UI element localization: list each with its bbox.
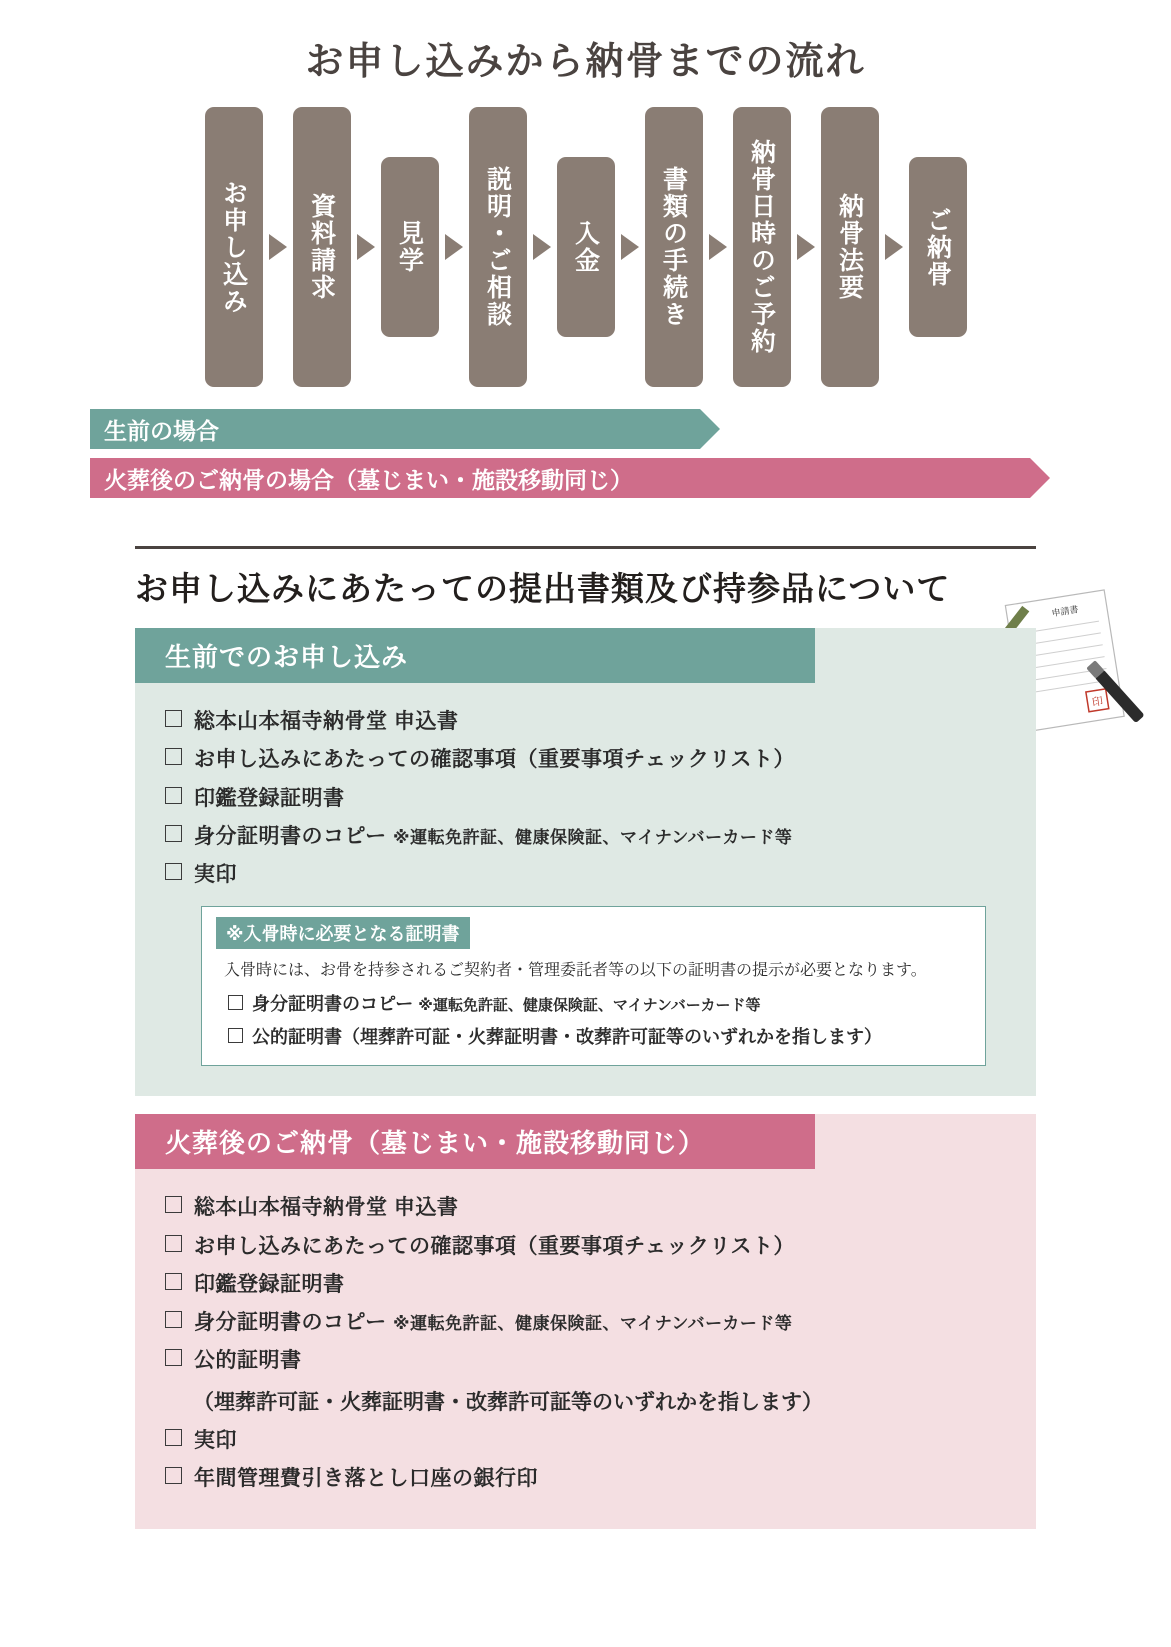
checkbox-icon[interactable] — [165, 1349, 182, 1366]
banner-after-cremation-label: 火葬後のご納骨の場合（墓じまい・施設移動同じ） — [104, 466, 633, 493]
banner-before-death — [90, 409, 700, 449]
burial-certificate-heading: ※入骨時に必要となる証明書 — [216, 917, 470, 949]
flow-arrow-icon — [709, 234, 727, 260]
burial-checklist-item-label: 公的証明書（埋葬許可証・火葬証明書・改葬許可証等のいずれかを指します） — [252, 1026, 882, 1047]
checklist-item-label: お申し込みにあたっての確認事項（重要事項チェックリスト） — [194, 748, 795, 772]
checklist-item[interactable] — [165, 746, 1006, 773]
panel-before-death — [135, 628, 1036, 1096]
flow-arrow-icon — [533, 234, 551, 260]
checkbox-icon[interactable] — [165, 1311, 182, 1328]
checklist-item[interactable] — [165, 785, 1006, 812]
flow-step-3: 見学 — [381, 157, 439, 337]
checklist-item-note: ※運転免許証、健康保険証、マイナンバーカード等 — [393, 1314, 793, 1334]
checklist-item[interactable] — [165, 823, 1006, 850]
checklist-item[interactable] — [165, 861, 1006, 888]
checklist-item[interactable] — [165, 1271, 1006, 1298]
flow-step-1: お申し込み — [205, 107, 263, 387]
panel-after-cremation-body — [135, 1169, 1036, 1529]
flow-arrow-icon — [269, 234, 287, 260]
flow-title: お申し込みから納骨までの流れ — [305, 41, 866, 83]
checklist-item[interactable] — [165, 1309, 1006, 1336]
flow-arrow-icon — [445, 234, 463, 260]
flow-banners — [0, 409, 1171, 498]
banner-before-death-label: 生前の場合 — [104, 417, 219, 444]
checklist-item-label: お申し込みにあたっての確認事項（重要事項チェックリスト） — [194, 1234, 795, 1258]
checkbox-icon[interactable] — [228, 1028, 243, 1043]
checkbox-icon[interactable] — [165, 1429, 182, 1446]
checkbox-icon[interactable] — [165, 1467, 182, 1484]
flow-arrow-icon — [621, 234, 639, 260]
checklist-item[interactable] — [165, 1347, 1006, 1374]
flow-steps-row — [0, 107, 1171, 387]
checkbox-icon[interactable] — [165, 787, 182, 804]
checklist-item-label: 年間管理費引き落とし口座の銀行印 — [194, 1467, 538, 1491]
checklist-item[interactable] — [165, 1465, 1006, 1492]
checkbox-icon[interactable] — [165, 1196, 182, 1213]
checkbox-icon[interactable] — [165, 1273, 182, 1290]
panel-after-cremation — [135, 1114, 1036, 1529]
burial-checklist-item-note: ※運転免許証、健康保険証、マイナンバーカード等 — [418, 996, 761, 1014]
burial-checklist-item-label: 身分証明書のコピー — [252, 993, 414, 1014]
checkbox-icon[interactable] — [165, 825, 182, 842]
checkbox-icon[interactable] — [165, 1235, 182, 1252]
burial-certificate-box — [201, 906, 986, 1066]
flow-arrow-icon — [885, 234, 903, 260]
checklist-item-label: 実印 — [194, 863, 237, 887]
banner-after-cremation — [90, 458, 1030, 498]
panel-before-death-heading: 生前でのお申し込み — [135, 628, 815, 683]
flow-step-2: 資料請求 — [293, 107, 351, 387]
documents-section — [0, 546, 1171, 1529]
checklist-item-label: 身分証明書のコピー — [194, 1311, 387, 1335]
checklist-item[interactable] — [165, 1427, 1006, 1454]
burial-checklist-item[interactable] — [228, 1025, 967, 1049]
checklist-item-label: 総本山本福寺納骨堂 申込書 — [194, 710, 459, 733]
checkbox-icon[interactable] — [165, 863, 182, 880]
flow-step-6: 書類の手続き — [645, 107, 703, 387]
checklist-item[interactable] — [165, 708, 1006, 735]
checklist-item-label: 総本山本福寺納骨堂 申込書 — [194, 1196, 459, 1220]
documents-title: お申し込みにあたっての提出書類及び持参品について — [135, 546, 1036, 610]
burial-checklist-item[interactable] — [228, 992, 967, 1016]
flow-step-5: 入金 — [557, 157, 615, 337]
checkbox-icon[interactable] — [228, 995, 243, 1010]
flow-section — [0, 0, 1171, 498]
checklist-item-label: 実印 — [194, 1428, 237, 1452]
flow-step-4: 説明・ご相談 — [469, 107, 527, 387]
checklist-item-continuation: （埋葬許可証・火葬証明書・改葬許可証等のいずれかを指します） — [193, 1390, 823, 1414]
flow-arrow-icon — [797, 234, 815, 260]
flow-step-9: ご納骨 — [909, 157, 967, 337]
checklist-item-label: 印鑑登録証明書 — [194, 786, 345, 810]
checkbox-icon[interactable] — [165, 748, 182, 765]
flow-step-8: 納骨法要 — [821, 107, 879, 387]
checklist-item[interactable] — [165, 1194, 1006, 1221]
burial-certificate-description: 入骨時には、お骨を持参されるご契約者・管理委託者等の以下の証明書の提示が必要となります。 — [224, 962, 927, 980]
checklist-item-label: 公的証明書 — [194, 1349, 302, 1373]
flow-step-7: 納骨日時のご予約 — [733, 107, 791, 387]
checkbox-icon[interactable] — [165, 710, 182, 727]
checklist-item-label: 印鑑登録証明書 — [194, 1272, 345, 1296]
checklist-item-label: 身分証明書のコピー — [194, 824, 387, 848]
checklist-item[interactable] — [165, 1233, 1006, 1260]
flow-arrow-icon — [357, 234, 375, 260]
banner-arrow-icon — [1030, 458, 1050, 498]
checklist-item-note: ※運転免許証、健康保険証、マイナンバーカード等 — [393, 827, 793, 847]
panel-after-cremation-heading: 火葬後のご納骨（墓じまい・施設移動同じ） — [135, 1114, 815, 1169]
panel-before-death-body — [135, 683, 1036, 1096]
svg-text:申請書: 申請書 — [1050, 604, 1080, 619]
banner-arrow-icon — [700, 409, 720, 449]
svg-text:印: 印 — [1091, 695, 1105, 710]
